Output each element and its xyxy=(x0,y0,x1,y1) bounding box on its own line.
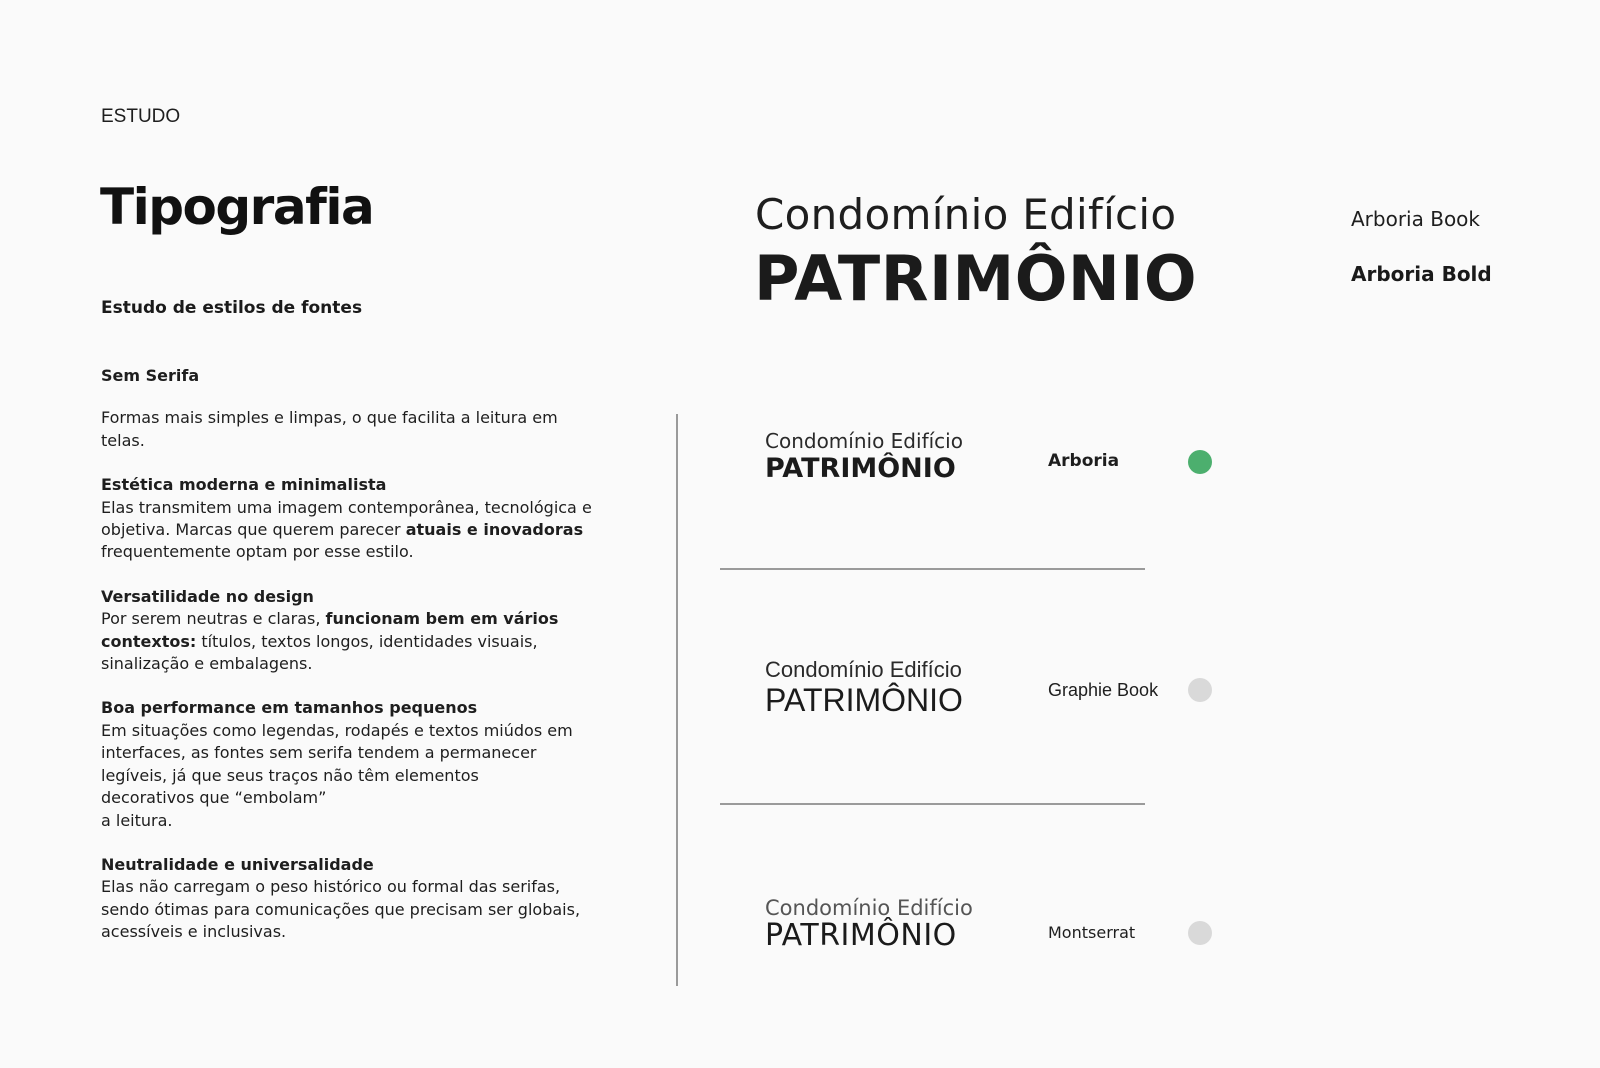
weight-book-label: Arboria Book xyxy=(1351,207,1481,231)
vertical-divider xyxy=(676,414,678,986)
section-versatility xyxy=(101,586,601,676)
text-segment: frequentemente optam por esse estilo. xyxy=(101,542,414,562)
section-text: Em situações como legendas, rodapés e textos miúdos em interfaces, as fontes sem serifa tendem a permanecer legíveis, já que seus traços não têm elementos decorativos que “embolam” xyxy=(101,720,573,808)
intro-block xyxy=(101,407,601,452)
section-heading: Estética moderna e minimalista xyxy=(101,475,387,495)
category-heading: Sem Serifa xyxy=(101,366,200,385)
sample-line-2: PATRIMÔNIO xyxy=(765,682,963,718)
weight-bold-label: Arboria Bold xyxy=(1351,262,1492,286)
section-heading: Neutralidade e universalidade xyxy=(101,854,374,874)
sample-line-1: Condomínio Edifício xyxy=(765,657,962,682)
font-option-montserrat xyxy=(765,896,1225,976)
left-column xyxy=(101,365,601,966)
sample-line-2: PATRIMÔNIO xyxy=(765,918,957,953)
sample-line-1: Condomínio Edifício xyxy=(765,896,973,920)
font-name: Graphie Book xyxy=(1048,680,1159,700)
horizontal-divider xyxy=(720,568,1145,570)
section-heading: Versatilidade no design xyxy=(101,586,314,606)
selection-dot[interactable] xyxy=(1188,678,1212,702)
font-option-graphie xyxy=(765,657,1225,737)
text-emphasis: atuais e inovadoras xyxy=(405,520,584,540)
section-text xyxy=(101,608,601,675)
page-title: Tipografia xyxy=(100,178,374,236)
eyebrow-label: ESTUDO xyxy=(101,106,181,127)
hero-line-1: Condomínio Edifício xyxy=(755,190,1177,239)
text-segment: títulos, textos longos, identidades visuais, sinalização e embalagens. xyxy=(101,631,538,674)
text-segment: Elas transmitem uma imagem contemporânea, tecnológica e objetiva. Marcas que querem parecer xyxy=(101,497,592,540)
selection-dot[interactable] xyxy=(1188,921,1212,945)
section-modern xyxy=(101,474,601,564)
font-name: Arboria xyxy=(1048,451,1120,471)
section-text xyxy=(101,497,601,564)
selection-dot[interactable] xyxy=(1188,450,1212,474)
text-emphasis: funcionam bem em vários contextos: xyxy=(101,609,559,651)
hero-line-2: PATRIMÔNIO xyxy=(754,242,1198,315)
sample-line-2: PATRIMÔNIO xyxy=(765,453,956,484)
font-option-arboria xyxy=(765,429,1225,509)
horizontal-divider xyxy=(720,803,1145,805)
section-heading: Boa performance em tamanhos pequenos xyxy=(101,698,478,718)
section-text: Elas não carregam o peso histórico ou formal das serifas, sendo ótimas para comunicações que precisam ser globais, acessíveis e inclusivas. xyxy=(101,877,581,942)
intro-text: Formas mais simples e limpas, o que facilita a leitura em telas. xyxy=(101,408,558,450)
section-neutrality xyxy=(101,854,601,944)
sample-line-1: Condomínio Edifício xyxy=(765,429,963,453)
section-small-sizes xyxy=(101,697,601,831)
text-segment: Por serem neutras e claras, xyxy=(101,609,326,629)
font-name: Montserrat xyxy=(1048,923,1136,942)
section-text-continued: a leitura. xyxy=(101,810,173,830)
page-subtitle: Estudo de estilos de fontes xyxy=(101,298,363,318)
